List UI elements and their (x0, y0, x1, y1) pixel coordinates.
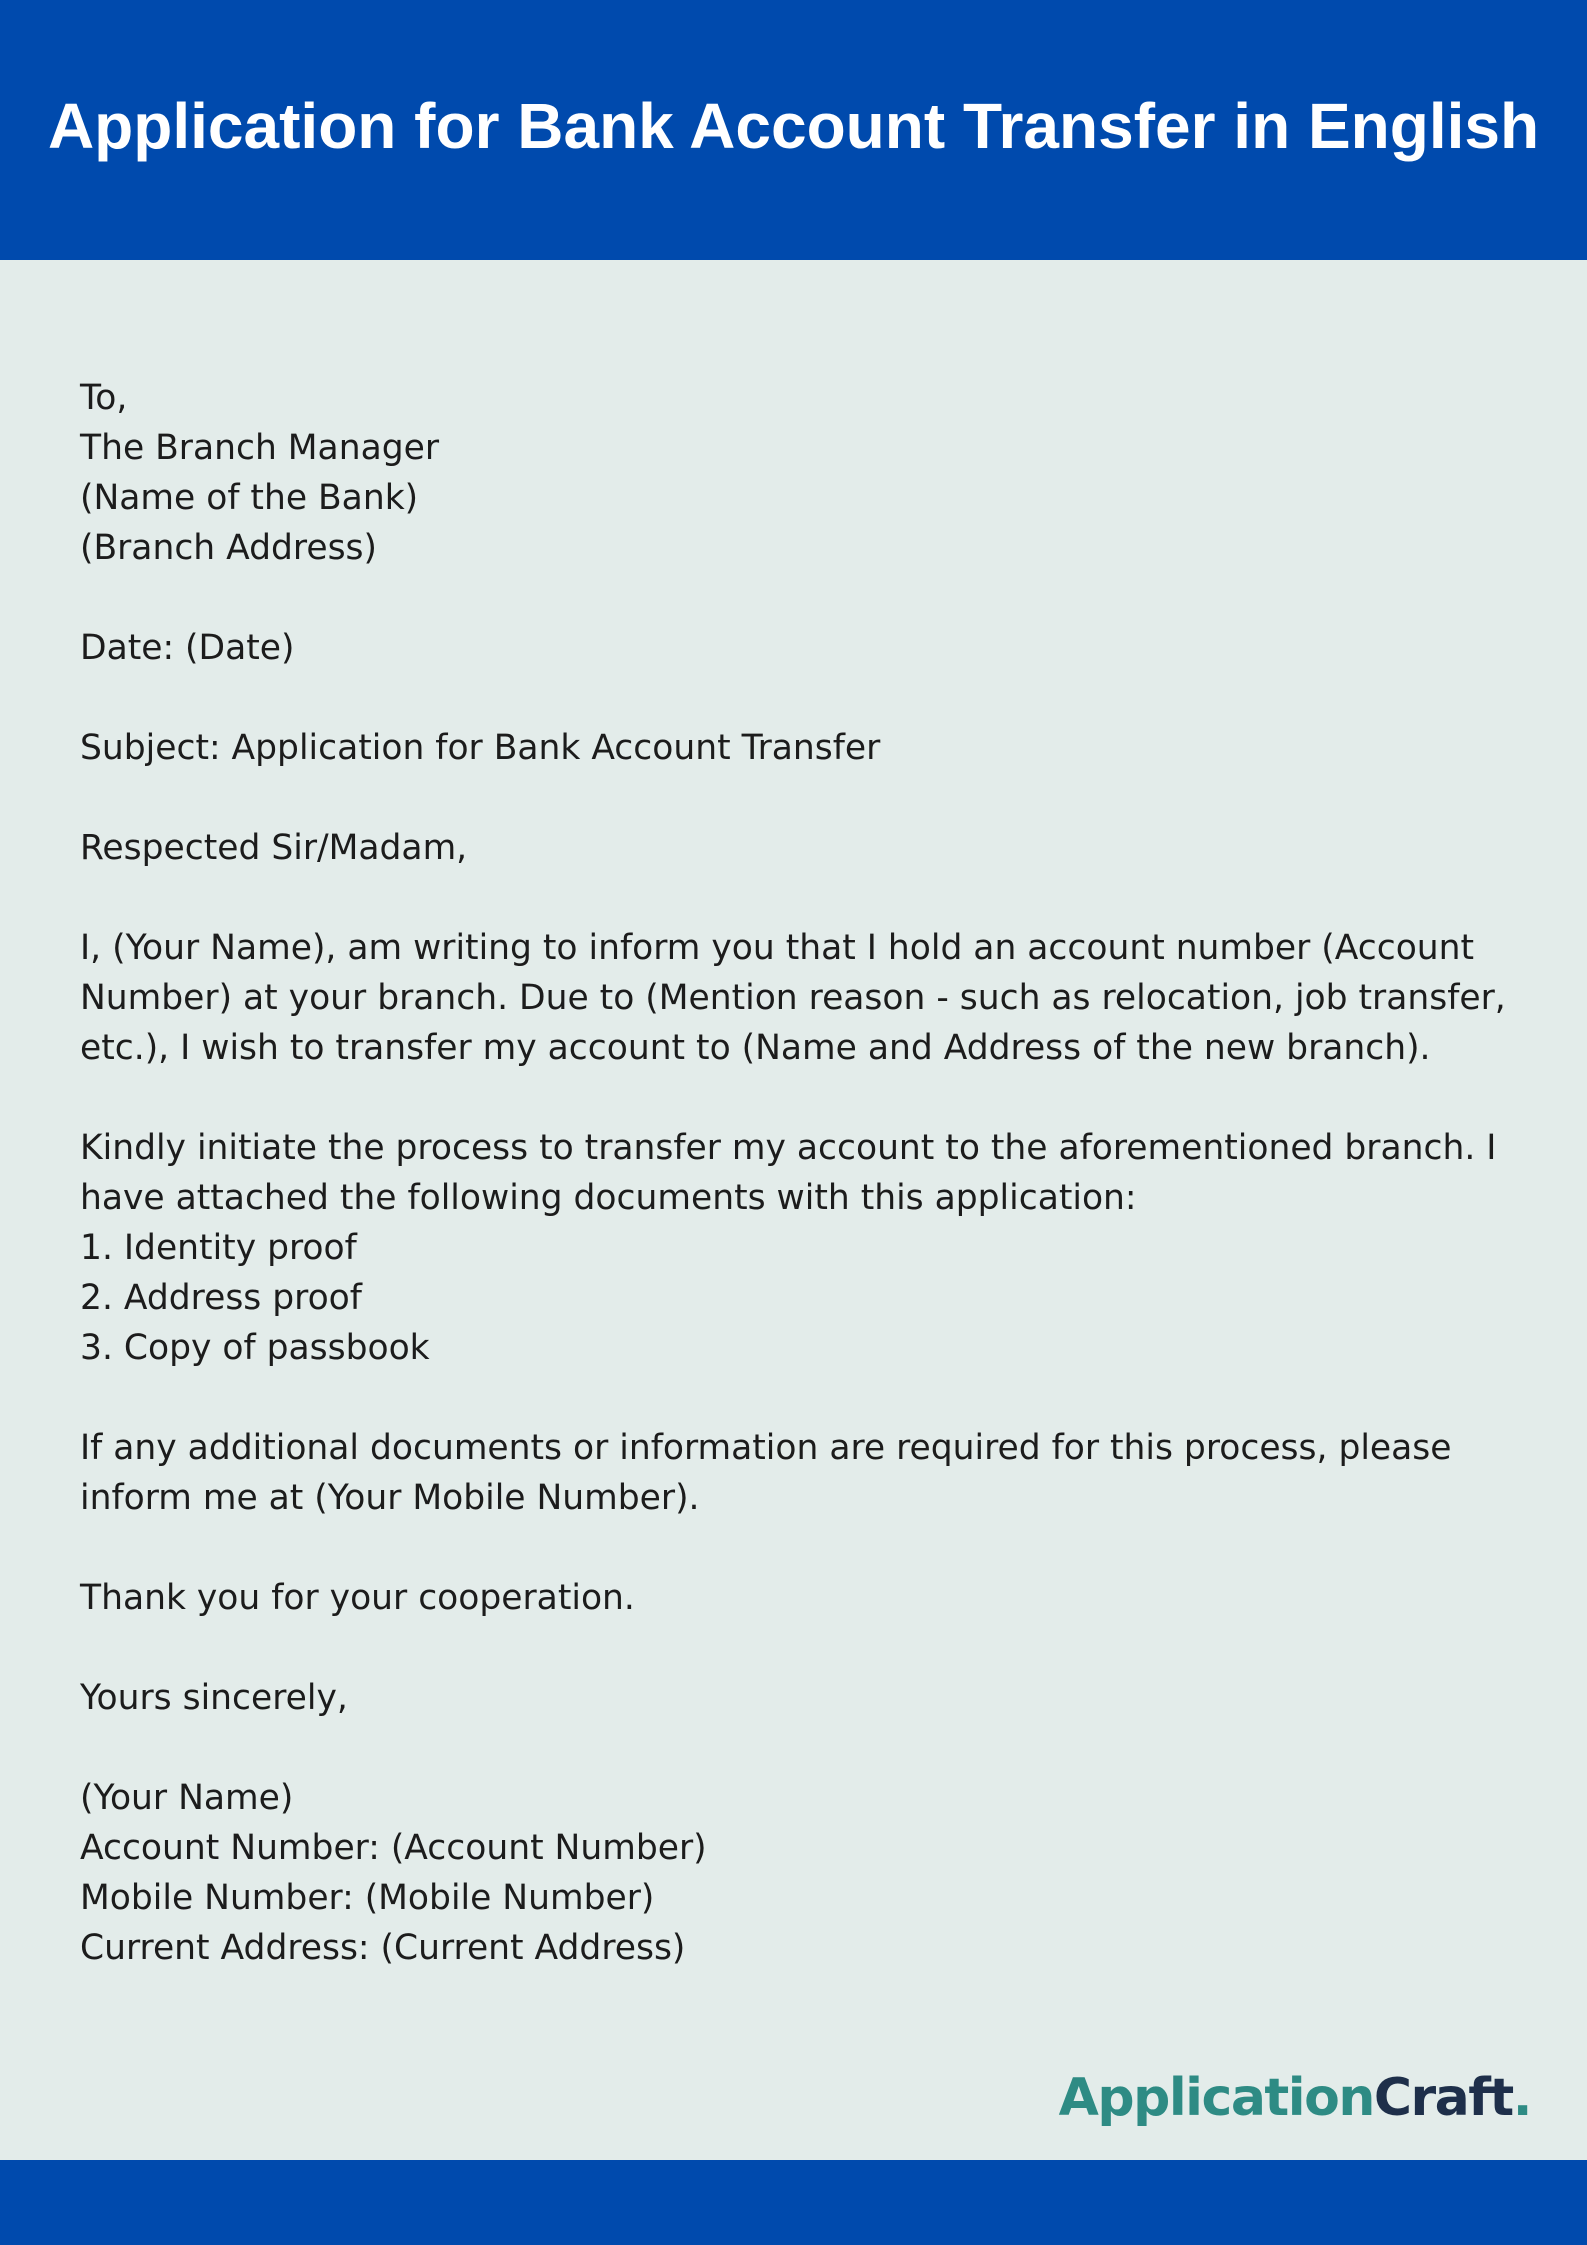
thanks-line: Thank you for your cooperation. (80, 1578, 635, 1618)
recipient-block (80, 373, 1520, 573)
letter-body (80, 373, 1520, 1973)
footer-bar (0, 2160, 1587, 2245)
paragraph-line: Number) at your branch. Due to (Mention reason - such as relocation, job transfer, (80, 978, 1506, 1018)
recipient-line: (Branch Address) (80, 528, 377, 568)
paragraph-reason (80, 923, 1520, 1073)
brand-logo (1059, 2066, 1531, 2130)
paragraph-contact (80, 1423, 1520, 1523)
signature-line: Mobile Number: (Mobile Number) (80, 1878, 655, 1918)
documents-list (80, 1223, 1520, 1373)
document-item: 2. Address proof (80, 1278, 362, 1318)
signature-line: (Your Name) (80, 1778, 294, 1818)
document-item: 1. Identity proof (80, 1228, 357, 1268)
signature-line: Account Number: (Account Number) (80, 1828, 707, 1868)
recipient-line: The Branch Manager (80, 428, 440, 468)
signature-line: Current Address: (Current Address) (80, 1928, 686, 1968)
paragraph-line: etc.), I wish to transfer my account to (Name and Address of the new branch). (80, 1028, 1431, 1068)
recipient-line: (Name of the Bank) (80, 478, 419, 518)
recipient-line: To, (80, 378, 128, 418)
signature-block (80, 1773, 1520, 1973)
closing-line: Yours sincerely, (80, 1678, 348, 1718)
paragraph-request (80, 1123, 1520, 1223)
paragraph-line: have attached the following documents with this application: (80, 1178, 1137, 1218)
logo-part-application: Application (1058, 2068, 1374, 2128)
paragraph-line: inform me at (Your Mobile Number). (80, 1478, 700, 1518)
salutation: Respected Sir/Madam, (80, 828, 468, 868)
subject-line: Subject: Application for Bank Account Transfer (80, 728, 881, 768)
document-item: 3. Copy of passbook (80, 1328, 430, 1368)
logo-part-craft: Craft (1373, 2068, 1513, 2128)
paragraph-line: If any additional documents or information are required for this process, please (80, 1428, 1452, 1468)
date-line: Date: (Date) (80, 628, 295, 668)
paragraph-line: Kindly initiate the process to transfer my account to the aforementioned branch. I (80, 1128, 1497, 1168)
logo-dot: . (1512, 2068, 1531, 2128)
paragraph-line: I, (Your Name), am writing to inform you that I hold an account number (Account (80, 928, 1475, 968)
page-title: Application for Bank Account Transfer in English (47, 90, 1540, 162)
